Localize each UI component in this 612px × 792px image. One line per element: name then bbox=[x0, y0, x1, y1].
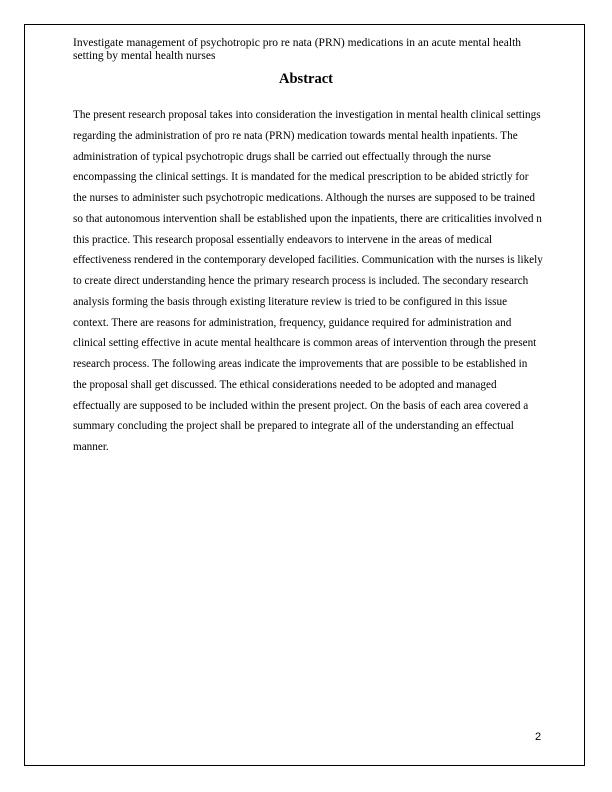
section-title: Abstract bbox=[279, 71, 333, 87]
page-number: 2 bbox=[535, 731, 542, 743]
abstract-paragraph: The present research proposal takes into consideration the investigation in mental health clinical settings regarding the administration of pro re nata (PRN) medication towards mental health inpatients. The administration of typical psychotropic drugs shall be carried out effectually through the nurse encompassing the clinical settings. It is mandated for the medical prescription to be abided strictly for the nurses to administer such psychotropic medications. Although the nurses are supposed to be trained so that autonomous intervention shall be established upon the inpatients, there are criticalities involved n this practice. This research proposal essentially endeavors to intervene in the areas of medical effectiveness rendered in the contemporary developed facilities. Communication with the nurses is likely to create direct understanding hence the primary research process is included. The secondary research analysis forming the basis through existing literature review is tried to be configured in this issue context. There are reasons for administration, frequency, guidance required for administration and clinical setting effective in acute mental healthcare is common areas of intervention through the present research process. The following areas indicate the improvements that are possible to be established in the proposal shall get discussed. The ethical considerations needed to be adopted and managed effectually are supposed to be included within the present project. On the basis of each area covered a summary concluding the project shall be prepared to integrate all of the understanding an effectual manner. bbox=[73, 109, 543, 453]
running-header: Investigate management of psychotropic pro re nata (PRN) medications in an acute mental health setting by mental health nurses bbox=[73, 37, 522, 62]
